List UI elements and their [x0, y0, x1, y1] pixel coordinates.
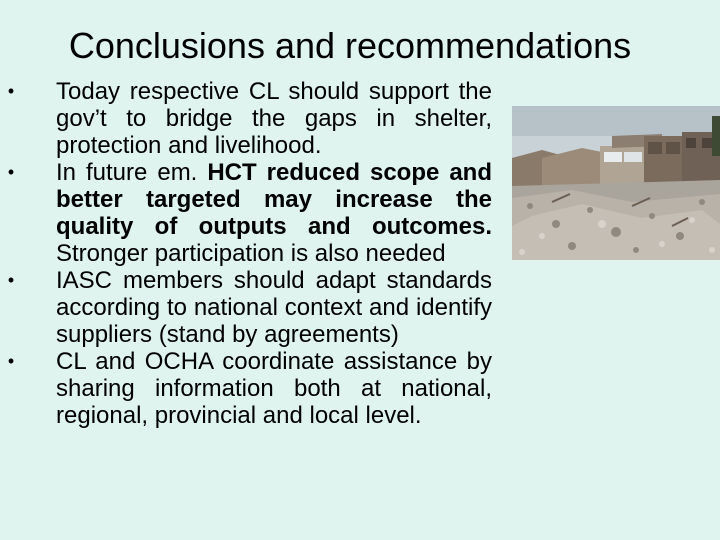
rubble-photo-icon	[512, 106, 720, 260]
bullet-text-part: In future em.	[56, 159, 208, 186]
bullet-item	[0, 78, 500, 159]
bullet-text-part: CL and OCHA coordinate assistance by sharing information both at national, regional, provincial and local level.	[56, 348, 492, 429]
bullet-text-part: IASC members should adapt standards according to national context and identify suppliers (stand by agreements)	[56, 267, 492, 348]
slide-title: Conclusions and recommendations	[68, 25, 632, 66]
rubble-photo	[512, 106, 720, 260]
bullet-icon: •	[7, 81, 15, 101]
bullet-text	[56, 267, 492, 348]
bullet-icon: •	[7, 162, 15, 182]
bullet-list	[0, 78, 500, 429]
bullet-item	[0, 159, 500, 267]
bullet-text	[56, 348, 492, 429]
bullet-text	[56, 78, 492, 159]
bullet-text-bold-part: HCT reduced scope and better targeted may increase the quality of outputs and outcomes.	[56, 159, 492, 240]
bullet-item	[0, 348, 500, 429]
bullet-icon: •	[7, 351, 15, 371]
bullet-icon: •	[7, 270, 15, 290]
bullet-text-part: Stronger participation is also needed	[56, 240, 446, 267]
bullet-item	[0, 267, 500, 348]
bullet-text	[56, 159, 492, 267]
bullet-text-part: Today respective CL should support the gov’t to bridge the gaps in shelter, protection and livelihood.	[56, 78, 492, 159]
